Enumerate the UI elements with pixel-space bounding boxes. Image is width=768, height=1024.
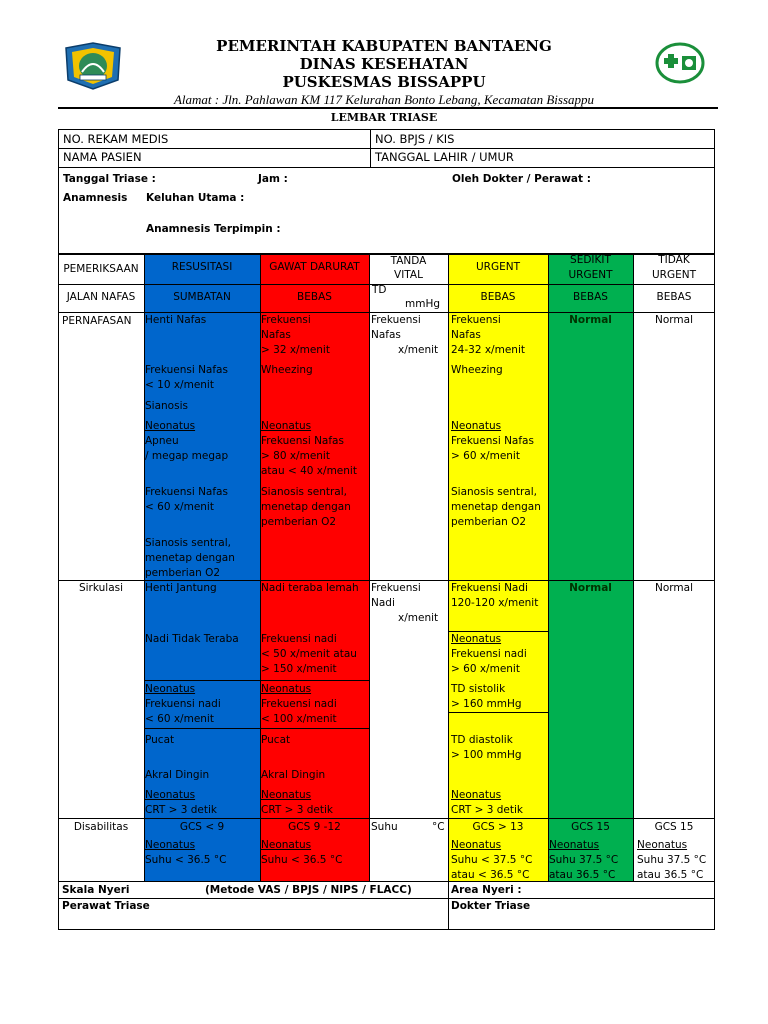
sirk-res-0: Henti Jantung: [145, 582, 217, 594]
header-vital: VITAL: [394, 269, 423, 281]
dis-su-2: Suhu 37.5 °C: [549, 854, 619, 866]
sirk-res-1: Nadi Tidak Teraba: [145, 633, 239, 645]
pern-res-3: Sianosis: [145, 400, 188, 412]
jalan-su: BEBAS: [573, 291, 608, 303]
perawat-triase-label: Perawat Triase: [62, 900, 150, 912]
no-rekam-medis-label: NO. REKAM MEDIS: [63, 132, 169, 146]
divider: [144, 680, 369, 681]
dis-su-0: GCS 15: [571, 821, 610, 833]
divider: [58, 881, 715, 882]
sirk-ur-8: > 100 mmHg: [451, 749, 522, 761]
dis-tu-1: Neonatus: [637, 839, 688, 851]
sirk-gd-0: Nadi teraba lemah: [261, 582, 359, 594]
sirk-res-7: Neonatus: [145, 789, 196, 801]
divider: [370, 129, 371, 167]
dis-ur-2: Suhu < 37.5 °C: [451, 854, 533, 866]
pern-res-4: Neonatus: [145, 420, 196, 432]
sirk-gd-1: Frekuensi nadi: [261, 633, 337, 645]
divider: [58, 898, 715, 899]
sirk-res-4: < 60 x/menit: [145, 713, 214, 725]
sirk-res-2: Neonatus: [145, 683, 196, 695]
pern-su: Normal: [569, 314, 612, 326]
pernafasan-label: PERNAFASAN: [62, 315, 132, 327]
dis-res-1: Neonatus: [145, 839, 196, 851]
pern-ur-8: menetap dengan: [451, 501, 541, 513]
pern-gd-10: pemberian O2: [261, 516, 337, 528]
pern-res-2: < 10 x/menit: [145, 379, 214, 391]
sirk-res-5: Pucat: [145, 734, 175, 746]
header-divider: [58, 107, 718, 109]
divider: [58, 167, 715, 168]
pern-gd-6: > 80 x/menit: [261, 450, 330, 462]
header-sedikit: SEDIKIT: [570, 254, 611, 266]
pern-gd-4: Neonatus: [261, 420, 312, 432]
jalan-gd: BEBAS: [297, 291, 332, 303]
sirk-tv-1: Nadi: [371, 597, 395, 609]
pern-gd-7: atau < 40 x/menit: [261, 465, 357, 477]
sirk-ur-2: Neonatus: [451, 633, 502, 645]
pern-ur-9: pemberian O2: [451, 516, 527, 528]
dis-gd-0: GCS 9 -12: [288, 821, 341, 833]
dis-res-0: GCS < 9: [179, 821, 225, 833]
dis-tu-0: GCS 15: [654, 821, 694, 833]
sirk-ur-1: 120-120 x/menit: [451, 597, 539, 609]
jalan-nafas-label: JALAN NAFAS: [66, 291, 136, 303]
anamnesis-label: Anamnesis: [63, 192, 128, 204]
sirk-res-3: Frekuensi nadi: [145, 698, 221, 710]
sirk-res-6: Akral Dingin: [145, 769, 210, 781]
header-address: Alamat : Jln. Pahlawan KM 117 Kelurahan Bonto Lebang, Kecamatan Bissappu: [173, 92, 595, 107]
dis-tu-3: atau 36.5 °C: [637, 869, 704, 881]
pern-gd-9: menetap dengan: [261, 501, 351, 513]
pern-gd-0: Frekuensi: [261, 314, 311, 326]
pern-gd-3: Wheezing: [261, 364, 313, 376]
jalan-ur: BEBAS: [480, 291, 516, 303]
sirkulasi-label: Sirkulasi: [78, 582, 124, 594]
pern-res-8: < 60 x/menit: [145, 501, 214, 513]
divider: [144, 728, 369, 729]
sirk-tv-0: Frekuensi: [371, 582, 421, 594]
jam-label: Jam :: [258, 173, 288, 185]
sirk-ur-9: Neonatus: [451, 789, 502, 801]
dis-ur-3: atau < 36.5 °C: [451, 869, 530, 881]
jalan-res: SUMBATAN: [173, 291, 231, 303]
disabilitas-label: Disabilitas: [73, 821, 129, 833]
sirk-ur-0: Frekuensi Nadi: [451, 582, 528, 594]
pern-ur-5: Frekuensi Nafas: [451, 435, 534, 447]
jalan-mmhg: mmHg: [405, 298, 441, 310]
sirk-gd-2: < 50 x/menit atau: [261, 648, 357, 660]
dis-tv-c: °C: [432, 821, 445, 833]
jalan-tu: BEBAS: [656, 291, 692, 303]
sirk-gd-6: < 100 x/menit: [261, 713, 337, 725]
pern-gd-5: Frekuensi Nafas: [261, 435, 344, 447]
dis-tu-2: Suhu 37.5 °C: [637, 854, 707, 866]
sirk-gd-9: Neonatus: [261, 789, 312, 801]
pern-res-1: Frekuensi Nafas: [145, 364, 228, 376]
sirk-ur-4: > 60 x/menit: [451, 663, 520, 675]
sirk-ur-7: TD diastolik: [451, 734, 513, 746]
tanggal-lahir-label: TANGGAL LAHIR / UMUR: [375, 150, 514, 164]
pern-ur-2: 24-32 x/menit: [451, 344, 525, 356]
header-gawat-darurat: GAWAT DARURAT: [269, 261, 360, 273]
sirk-gd-5: Frekuensi nadi: [261, 698, 337, 710]
dis-su-3: atau 36.5 °C: [549, 869, 616, 881]
divider: [633, 254, 634, 881]
pern-ur-4: Neonatus: [451, 420, 502, 432]
pern-gd-8: Sianosis sentral,: [261, 486, 347, 498]
dis-res-2: Suhu < 36.5 °C: [145, 854, 227, 866]
dokter-triase-label: Dokter Triase: [451, 900, 531, 912]
pern-res-5: Apneu: [145, 435, 179, 447]
divider: [448, 712, 548, 713]
sirk-ur-6: > 160 mmHg: [451, 698, 522, 710]
pern-res-0: Henti Nafas: [145, 314, 207, 326]
pern-ur-3: Wheezing: [451, 364, 503, 376]
no-bpjs-label: NO. BPJS / KIS: [375, 132, 455, 146]
pern-res-11: pemberian O2: [145, 567, 221, 579]
sirk-res-8: CRT > 3 detik: [145, 804, 218, 816]
tanggal-triase-label: Tanggal Triase :: [63, 173, 156, 185]
sirk-ur-10: CRT > 3 detik: [451, 804, 524, 816]
dis-ur-0: GCS > 13: [472, 821, 524, 833]
sirk-tu: Normal: [655, 582, 693, 594]
sirk-ur-3: Frekuensi nadi: [451, 648, 527, 660]
sirk-gd-3: > 150 x/menit: [261, 663, 337, 675]
header-tidak: TIDAK: [658, 254, 690, 266]
pern-res-7: Frekuensi Nafas: [145, 486, 228, 498]
pern-ur-0: Frekuensi: [451, 314, 501, 326]
jalan-td: TD: [372, 284, 387, 296]
header-tanda: TANDA: [390, 255, 427, 267]
pern-tv-0: Frekuensi: [371, 314, 421, 326]
pern-gd-2: > 32 x/menit: [261, 344, 330, 356]
sirk-gd-4: Neonatus: [261, 683, 312, 695]
form-title: LEMBAR TRIASE: [330, 111, 438, 124]
header-dinas: DINAS KESEHATAN: [299, 55, 469, 73]
pern-ur-1: Nafas: [451, 329, 481, 341]
sirk-su: Normal: [569, 582, 612, 594]
keluhan-utama-label: Keluhan Utama :: [146, 192, 245, 204]
anamnesis-terpimpin-label: Anamnesis Terpimpin :: [146, 223, 281, 235]
pern-tv-1: Nafas: [371, 329, 401, 341]
sirk-gd-8: Akral Dingin: [261, 769, 326, 781]
metode-label: (Metode VAS / BPJS / NIPS / FLACC): [205, 884, 412, 896]
pern-ur-7: Sianosis sentral,: [451, 486, 537, 498]
divider: [58, 818, 715, 819]
header-pemeriksaan: PEMERIKSAAN: [63, 263, 139, 275]
nama-pasien-label: NAMA PASIEN: [63, 150, 142, 164]
header-tidak-urgent: URGENT: [651, 269, 697, 281]
sirk-gd-10: CRT > 3 detik: [261, 804, 334, 816]
dis-su-1: Neonatus: [549, 839, 600, 851]
dis-tv-suhu: Suhu: [371, 821, 398, 833]
oleh-label: Oleh Dokter / Perawat :: [452, 173, 591, 185]
pern-res-6: / megap megap: [145, 450, 229, 462]
header-government: PEMERINTAH KABUPATEN BANTAENG: [216, 37, 552, 55]
header-resusitasi: RESUSITASI: [171, 261, 233, 273]
sirk-ur-5: TD sistolik: [451, 683, 506, 695]
sirk-tv-2: x/menit: [398, 612, 439, 624]
sirk-gd-7: Pucat: [261, 734, 291, 746]
dis-gd-1: Neonatus: [261, 839, 312, 851]
divider: [369, 254, 370, 881]
pern-res-9: Sianosis sentral,: [145, 537, 231, 549]
pern-tu: Normal: [655, 314, 693, 326]
dis-ur-1: Neonatus: [451, 839, 502, 851]
divider: [548, 254, 549, 881]
skala-nyeri-label: Skala Nyeri: [62, 884, 130, 896]
pern-tv-2: x/menit: [398, 344, 439, 356]
header-puskesmas: PUSKESMAS BISSAPPU: [282, 73, 486, 91]
pern-gd-1: Nafas: [261, 329, 291, 341]
pern-res-10: menetap dengan: [145, 552, 235, 564]
pern-ur-6: > 60 x/menit: [451, 450, 520, 462]
divider: [58, 148, 715, 149]
area-nyeri-label: Area Nyeri :: [451, 884, 522, 896]
header-sedikit-urgent: URGENT: [568, 269, 613, 281]
header-urgent: URGENT: [475, 261, 521, 273]
dis-gd-2: Suhu < 36.5 °C: [261, 854, 343, 866]
